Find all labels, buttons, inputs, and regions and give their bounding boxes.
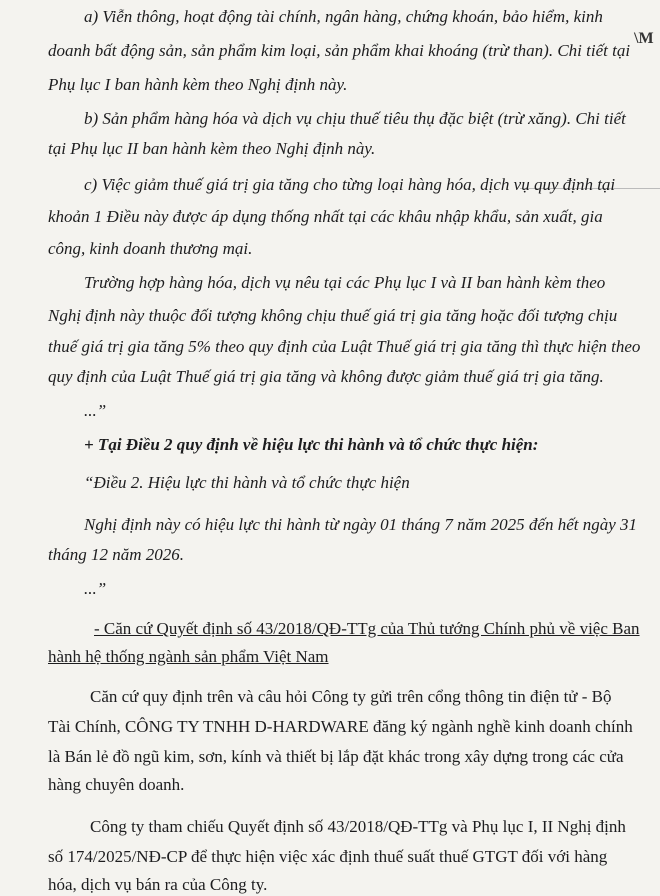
item-c-line-1: c) Việc giảm thuế giá trị gia tăng cho từng loại hàng hóa, dịch vụ quy định tại [84, 175, 616, 194]
effect-line-1: Nghị định này có hiệu lực thi hành từ ngày 01 tháng 7 năm 2025 đến hết ngày 31 [84, 515, 638, 534]
case-line-3: thuế giá trị gia tăng 5% theo quy định của Luật Thuế giá trị gia tăng thì thực hiện theo [48, 337, 641, 356]
effect-line-2: tháng 12 năm 2026. [48, 545, 184, 564]
item-a-line-1: a) Viễn thông, hoạt động tài chính, ngân hàng, chứng khoán, bảo hiểm, kinh [84, 7, 603, 26]
reference-line-3: hóa, dịch vụ bán ra của Công ty. [48, 875, 268, 894]
ellipsis-1: ...” [84, 401, 107, 420]
item-c-line-2: khoản 1 Điều này được áp dụng thống nhất tại các khâu nhập khẩu, sản xuất, gia [48, 207, 603, 226]
basis-line-2: Tài Chính, CÔNG TY TNHH D-HARDWARE đăng ký ngành nghề kinh doanh chính [48, 717, 633, 736]
ellipsis-2: ...” [84, 579, 107, 598]
reference-line-1: Công ty tham chiếu Quyết định số 43/2018/QĐ-TTg và Phụ lục I, II Nghị định [90, 817, 626, 836]
item-a-line-2: doanh bất động sản, sản phẩm kim loại, sản phẩm khai khoáng (trừ than). Chi tiết tại [48, 41, 631, 60]
basis-line-3: là Bán lẻ đồ ngũ kim, sơn, kính và thiết bị lắp đặt khác trong xây dựng trong các cửa [48, 747, 624, 766]
case-line-2: Nghị định này thuộc đối tượng không chịu thuế giá trị gia tăng hoặc đối tượng chịu [48, 306, 618, 325]
basis-line-4: hàng chuyên doanh. [48, 775, 185, 794]
item-b-line-2: tại Phụ lục II ban hành kèm theo Nghị định này. [48, 139, 376, 158]
item-a-line-3: Phụ lục I ban hành kèm theo Nghị định này. [48, 75, 348, 94]
basis-line-1: Căn cứ quy định trên và câu hỏi Công ty gửi trên cổng thông tin điện tử - Bộ [90, 687, 612, 706]
decision-ref-line-2: hành hệ thống ngành sản phẩm Việt Nam [48, 647, 329, 666]
case-line-4: quy định của Luật Thuế giá trị gia tăng và không được giảm thuế giá trị gia tăng. [48, 367, 604, 386]
item-b-line-1: b) Sản phẩm hàng hóa và dịch vụ chịu thuế tiêu thụ đặc biệt (trừ xăng). Chi tiết [84, 109, 626, 128]
reference-line-2: số 174/2025/NĐ-CP để thực hiện việc xác định thuế suất thuế GTGT đối với hàng [48, 847, 608, 866]
article-2-heading: + Tại Điều 2 quy định về hiệu lực thi hành và tổ chức thực hiện: [84, 435, 539, 454]
case-line-1: Trường hợp hàng hóa, dịch vụ nêu tại các Phụ lục I và II ban hành kèm theo [84, 273, 606, 292]
decision-ref-line-1: - Căn cứ Quyết định số 43/2018/QĐ-TTg của Thủ tướng Chính phủ về việc Ban [94, 619, 640, 638]
cut-off-edge-text: \M [634, 30, 654, 47]
article-2-title: “Điều 2. Hiệu lực thi hành và tổ chức thực hiện [84, 473, 410, 492]
item-c-line-3: công, kinh doanh thương mại. [48, 239, 253, 258]
